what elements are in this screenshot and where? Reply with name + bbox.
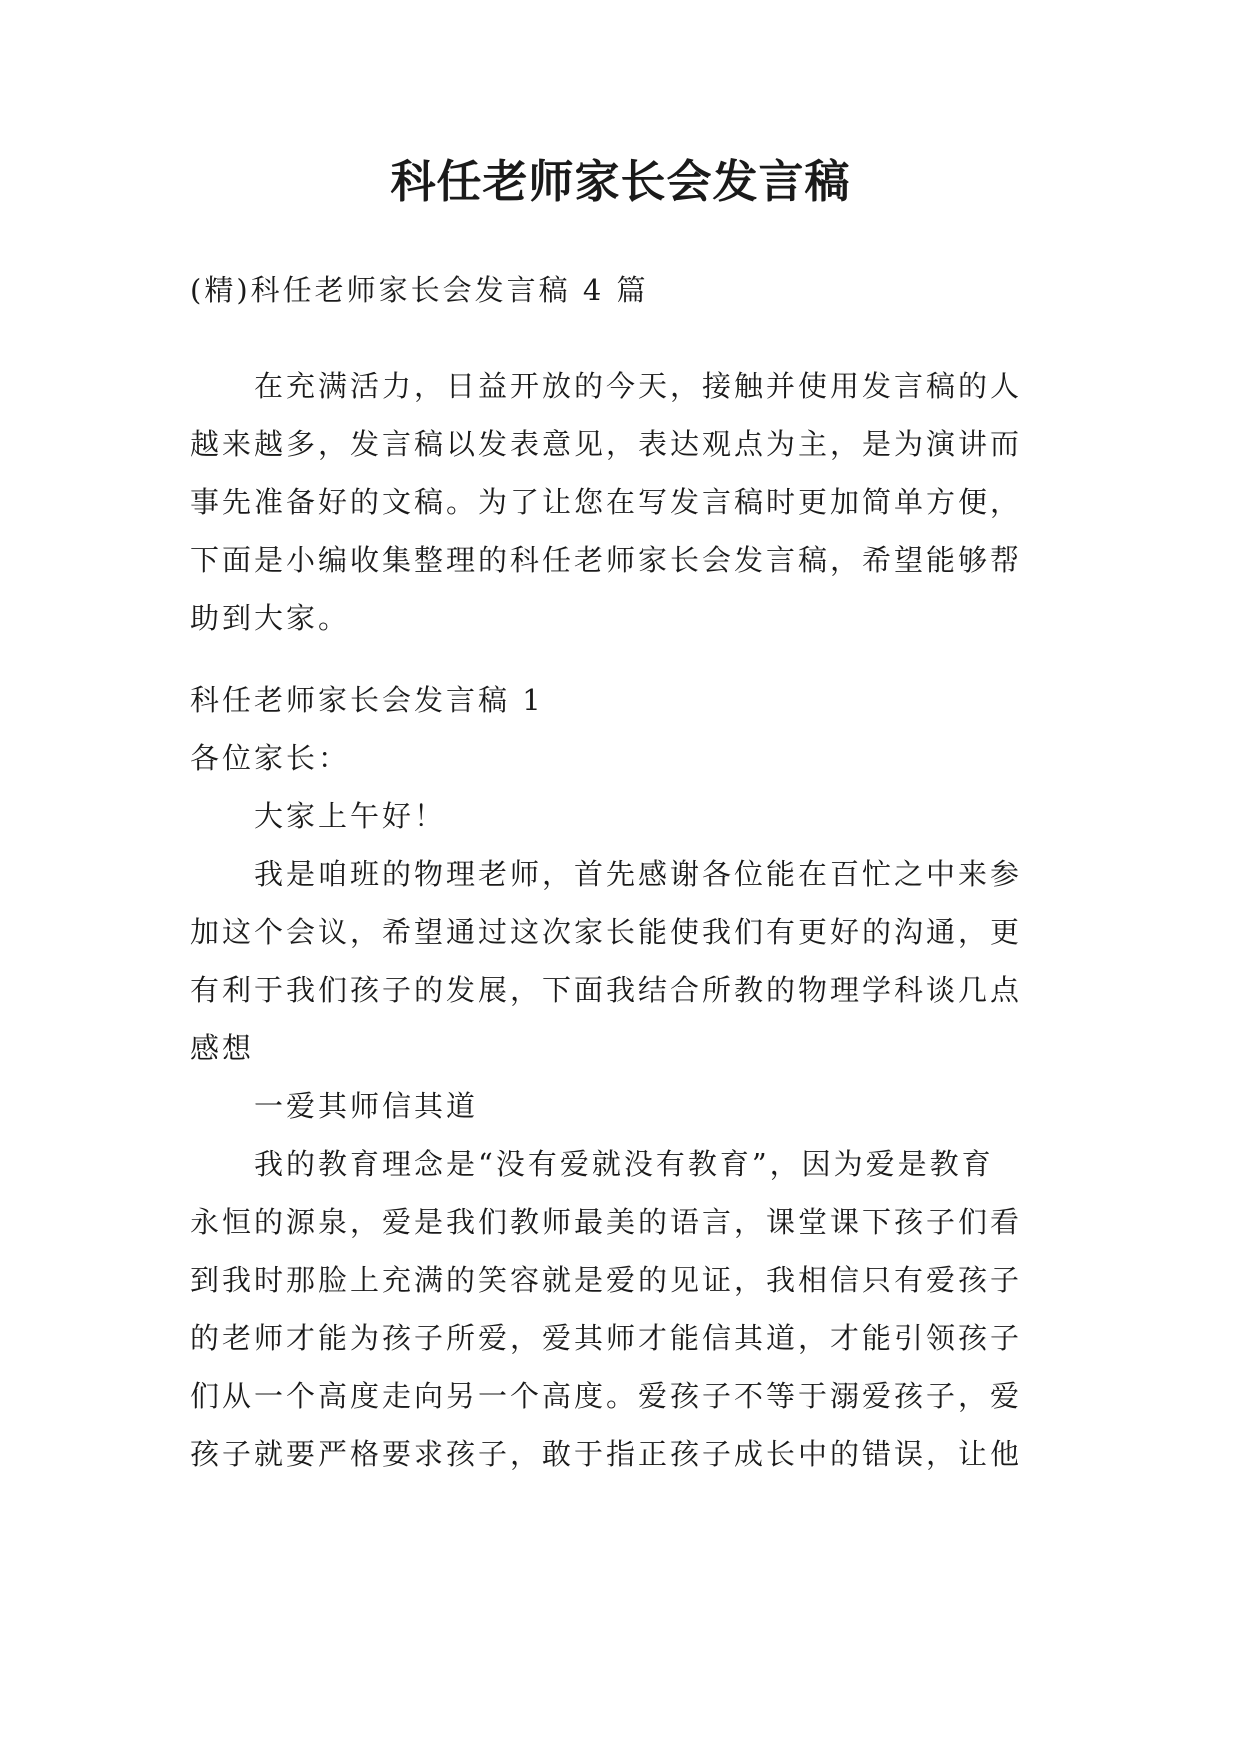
paragraph-line: 的老师才能为孩子所爱，爱其师才能信其道，才能引领孩子 (190, 1321, 1023, 1355)
salutation: 各位家长： (190, 741, 351, 775)
document-title: 科任老师家长会发言稿 (390, 155, 851, 208)
paragraph-line: 孩子就要严格要求孩子，敢于指正孩子成长中的错误，让他 (190, 1437, 1023, 1471)
intro-line: 事先准备好的文稿。为了让您在写发言稿时更加简单方便， (190, 485, 1023, 519)
paragraph-line: 到我时那脸上充满的笑容就是爱的见证，我相信只有爱孩子 (190, 1263, 1023, 1297)
intro-line: 越来越多，发言稿以发表意见，表达观点为主，是为演讲而 (190, 427, 1023, 461)
intro-line: 助到大家。 (190, 601, 351, 635)
paragraph-line: 们从一个高度走向另一个高度。爱孩子不等于溺爱孩子，爱 (190, 1379, 1023, 1413)
greeting: 大家上午好！ (254, 799, 447, 833)
point-heading: 一爱其师信其道 (254, 1089, 479, 1123)
section-1 (190, 671, 1070, 1483)
paragraph-line: 永恒的源泉，爱是我们教师最美的语言，课堂课下孩子们看 (190, 1205, 1023, 1239)
paragraph-line: 有利于我们孩子的发展，下面我结合所教的物理学科谈几点 (190, 973, 1023, 1007)
paragraph-line: 加这个会议，希望通过这次家长能使我们有更好的沟通，更 (190, 915, 1023, 949)
paragraph-line: 感想 (190, 1031, 255, 1065)
intro-line: 在充满活力，日益开放的今天，接触并使用发言稿的人 (254, 369, 1023, 403)
section-heading: 科任老师家长会发言稿 1 (190, 683, 544, 717)
paragraph-line: 我的教育理念是“没有爱就没有教育”，因为爱是教育 (254, 1147, 994, 1181)
intro-line: 下面是小编收集整理的科任老师家长会发言稿，希望能够帮 (190, 543, 1023, 577)
paragraph-line: 我是咱班的物理老师，首先感谢各位能在百忙之中来参 (254, 857, 1023, 891)
document-subtitle: (精)科任老师家长会发言稿 4 篇 (190, 273, 649, 307)
intro-paragraph (190, 357, 1070, 647)
